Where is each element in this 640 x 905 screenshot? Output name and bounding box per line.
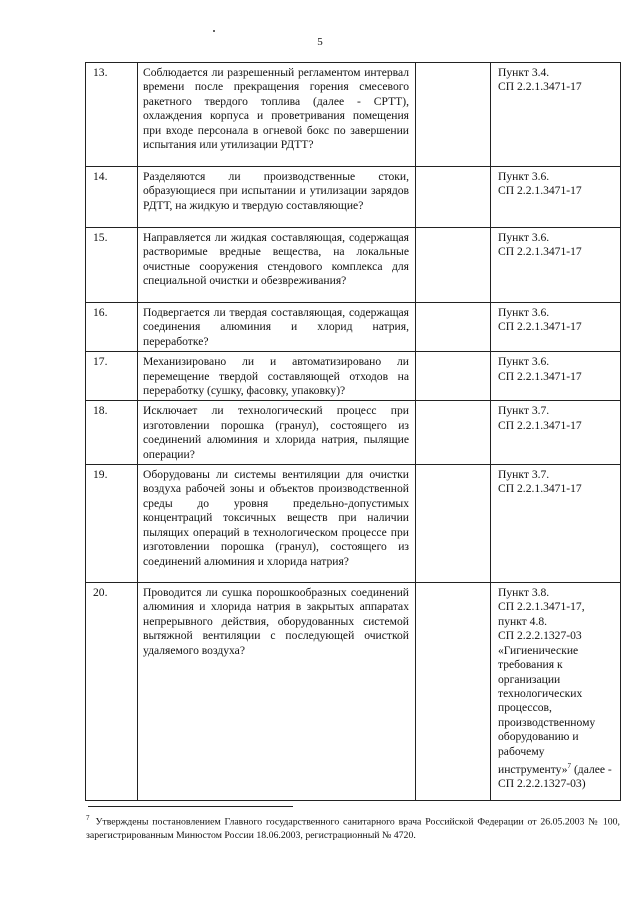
row-answer-cell <box>416 352 491 401</box>
table-row <box>86 583 621 801</box>
table-row <box>86 352 621 401</box>
table-row <box>86 167 621 228</box>
reference-text: Пункт 3.6. СП 2.2.1.3471-17 <box>498 355 582 383</box>
row-number: 17. <box>86 352 138 401</box>
table-row <box>86 228 621 303</box>
row-reference <box>491 303 621 352</box>
row-reference <box>491 228 621 303</box>
row-number: 19. <box>86 465 138 583</box>
row-number: 15. <box>86 228 138 303</box>
reference-text: Пункт 3.4. СП 2.2.1.3471-17 <box>498 66 582 94</box>
footnote-mark: 7 <box>86 814 90 822</box>
row-reference <box>491 465 621 583</box>
row-number: 13. <box>86 63 138 167</box>
row-reference <box>491 583 621 801</box>
row-answer-cell <box>416 303 491 352</box>
table-row <box>86 401 621 465</box>
table-row <box>86 63 621 167</box>
table-row <box>86 465 621 583</box>
scan-dot <box>213 30 215 32</box>
row-question: Исключает ли технологический процесс при изготовлении порошка (гранул), состоящего из соединений алюминия и хлорида натрия, пылящие операции? <box>138 401 416 465</box>
row-question: Направляется ли жидкая составляющая, содержащая растворимые вредные вещества, на локальные очистные сооружения стендового комплекса для специальной очистки и обезвреживания? <box>138 228 416 303</box>
row-reference <box>491 352 621 401</box>
reference-text: Пункт 3.6. СП 2.2.1.3471-17 <box>498 170 582 198</box>
page-number: 5 <box>317 36 323 48</box>
row-reference <box>491 167 621 228</box>
footnote-divider <box>88 806 293 807</box>
row-question: Разделяются ли производственные стоки, образующиеся при испытании и утилизации зарядов РДТТ, на жидкую и твердую составляющие? <box>138 167 416 228</box>
row-question: Механизировано ли и автоматизировано ли перемещение твердой составляющей отходов на переработку (сушку, фасовку, упаковку)? <box>138 352 416 401</box>
reference-text: Пункт 3.8. СП 2.2.1.3471-17, пункт 4.8. СП 2.2.2.1327-03 «Гигиенические требования к организации технологических процессов, производственному оборудованию и рабочему инструменту» <box>498 586 596 776</box>
row-answer-cell <box>416 63 491 167</box>
table-row <box>86 303 621 352</box>
checklist-table <box>85 62 621 801</box>
row-number: 16. <box>86 303 138 352</box>
reference-text: Пункт 3.7. СП 2.2.1.3471-17 <box>498 468 582 496</box>
row-question: Проводится ли сушка порошкообразных соединений алюминия и хлорида натрия в закрытых аппаратах непрерывного действия, оборудованных системой вытяжной вентиляции с последующей очисткой удаляемого воздуха? <box>138 583 416 801</box>
row-number: 18. <box>86 401 138 465</box>
row-answer-cell <box>416 228 491 303</box>
reference-tail: (далее - СП 2.2.2.1327-03) <box>498 762 612 791</box>
row-answer-cell <box>416 583 491 801</box>
reference-text: Пункт 3.6. СП 2.2.1.3471-17 <box>498 306 582 334</box>
row-number: 14. <box>86 167 138 228</box>
footnote <box>86 812 620 842</box>
row-reference <box>491 63 621 167</box>
row-answer-cell <box>416 465 491 583</box>
reference-text: Пункт 3.7. СП 2.2.1.3471-17 <box>498 404 582 432</box>
row-answer-cell <box>416 167 491 228</box>
footnote-text: Утверждены постановлением Главного государственного санитарного врача Российской Федерации от 26.05.2003 № 100, зарегистрированным Минюстом России 18.06.2003, регистрационный № 4720. <box>86 816 620 841</box>
row-question: Подвергается ли твердая составляющая, содержащая соединения алюминия и хлорид натрия, переработке? <box>138 303 416 352</box>
row-answer-cell <box>416 401 491 465</box>
row-question: Оборудованы ли системы вентиляции для очистки воздуха рабочей зоны и объектов производственной среды до уровня предельно-допустимых концентраций токсичных веществ при наличии пылящих операций в технологическом процессе при изготовлении порошка (гранул), состоящего из соединений алюминия и хлорида натрия? <box>138 465 416 583</box>
row-number: 20. <box>86 583 138 801</box>
reference-text: Пункт 3.6. СП 2.2.1.3471-17 <box>498 231 582 259</box>
row-question: Соблюдается ли разрешенный регламентом интервал времени после прекращения горения смесевого ракетного твердого топлива (далее - СРТТ), охлаждения корпуса и проветривания помещения при входе персонала в огневой бокс по завершении испытания или утилизации РДТТ? <box>138 63 416 167</box>
row-reference <box>491 401 621 465</box>
footnote-reference: 7 <box>567 761 572 770</box>
